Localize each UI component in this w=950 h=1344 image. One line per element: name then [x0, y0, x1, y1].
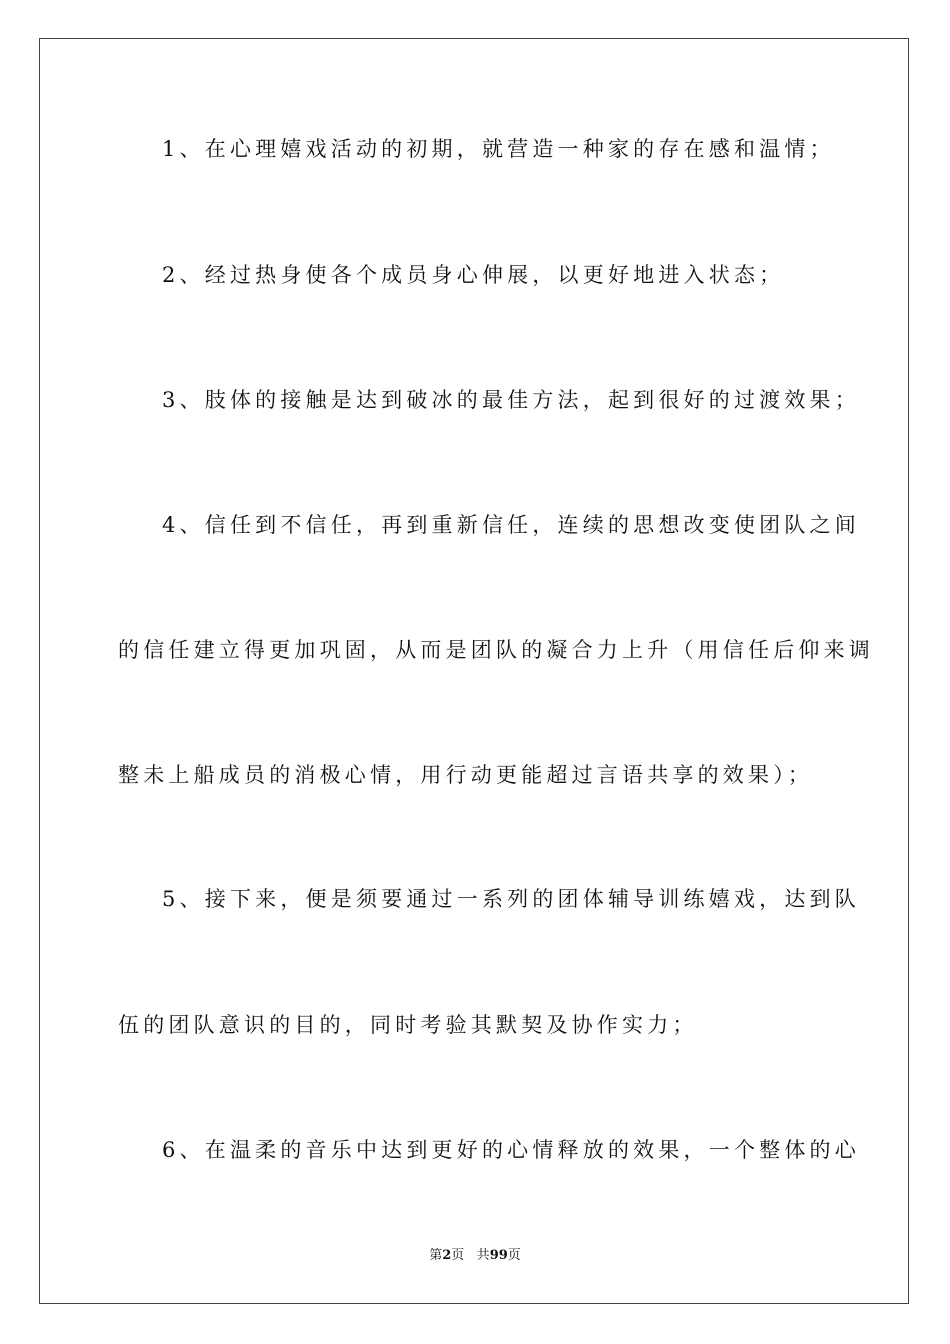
page-suffix: 页 — [451, 1248, 465, 1263]
total-prefix: 共 — [476, 1248, 490, 1263]
paragraph-4-line-1: 4、信任到不信任，再到重新信任，连续的思想改变使团队之间 — [162, 513, 860, 537]
paragraph-1-line-1: 1、在心理嬉戏活动的初期，就营造一种家的存在感和温情； — [162, 137, 835, 161]
paragraph-4-line-2: 的信任建立得更加巩固，从而是团队的凝合力上升（用信任后仰来调 — [118, 638, 874, 662]
page-footer — [0, 1247, 950, 1265]
page-number: 2 — [442, 1248, 452, 1263]
paragraph-4-line-3: 整未上船成员的消极心情，用行动更能超过言语共享的效果）； — [118, 763, 814, 787]
paragraph-6-line-1: 6、在温柔的音乐中达到更好的心情释放的效果，一个整体的心 — [162, 1138, 860, 1162]
page-frame — [39, 38, 909, 1304]
total-pages: 99 — [489, 1248, 508, 1263]
total-suffix: 页 — [507, 1248, 521, 1263]
paragraph-5-line-2: 伍的团队意识的目的，同时考验其默契及协作实力； — [118, 1013, 698, 1037]
paragraph-3-line-1: 3、肢体的接触是达到破冰的最佳方法，起到很好的过渡效果； — [162, 388, 860, 412]
paragraph-5-line-1: 5、接下来，便是须要通过一系列的团体辅导训练嬉戏，达到队 — [162, 887, 860, 911]
page-prefix: 第 — [429, 1248, 443, 1263]
paragraph-2-line-1: 2、经过热身使各个成员身心伸展，以更好地进入状态； — [162, 263, 785, 287]
